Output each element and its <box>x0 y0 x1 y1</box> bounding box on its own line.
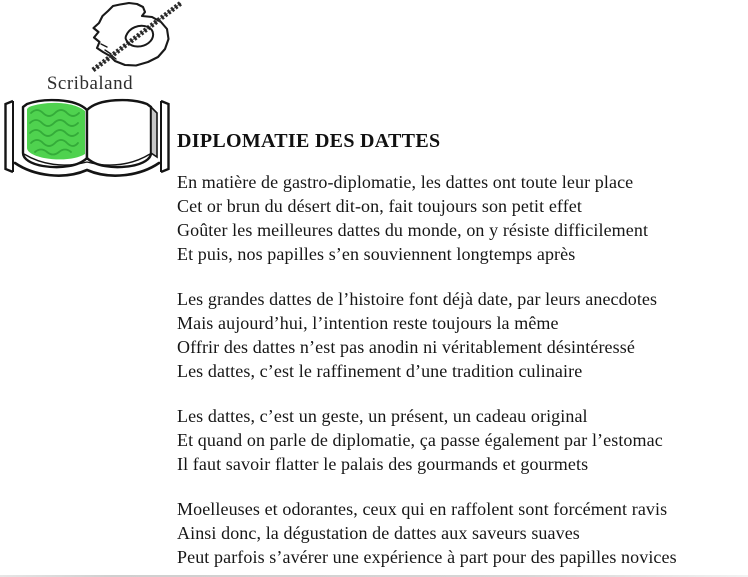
poem-line: Ainsi donc, la dégustation de dattes aux saveurs suaves <box>177 523 580 543</box>
poem-line: Cet or brun du désert dit-on, fait toujours son petit effet <box>177 196 582 216</box>
poem-line: Goûter les meilleures dattes du monde, on y résiste difficilement <box>177 220 649 240</box>
poem-line: Et quand on parle de diplomatie, ça passe également par l’estomac <box>177 430 663 450</box>
open-book-icon <box>2 91 172 179</box>
hand-pen-icon <box>82 1 186 73</box>
poem-line: Il faut savoir flatter le palais des gourmands et gourmets <box>177 454 589 474</box>
poem-line: Les dattes, c’est le raffinement d’une tradition culinaire <box>177 361 583 381</box>
stanza-1 <box>177 170 748 266</box>
poem-line: En matière de gastro-diplomatie, les dattes ont toute leur place <box>177 172 634 192</box>
stanza-3 <box>177 404 748 476</box>
stanza-2 <box>177 287 748 383</box>
stanza-4 <box>177 497 748 569</box>
poem-line: Moelleuses et odorantes, ceux qui en raffolent sont forcément ravis <box>177 499 668 519</box>
poem-line: Les dattes, c’est un geste, un présent, un cadeau original <box>177 406 588 426</box>
poem-line: Offrir des dattes n’est pas anodin ni véritablement désintéressé <box>177 337 635 357</box>
article <box>177 129 748 569</box>
site-logo[interactable] <box>0 0 190 180</box>
brand-name: Scribaland <box>46 73 134 94</box>
poem-line: Et puis, nos papilles s’en souviennent longtemps après <box>177 244 576 264</box>
page-title: DIPLOMATIE DES DATTES <box>177 130 441 152</box>
poem-line: Mais aujourd’hui, l’intention reste toujours la même <box>177 313 559 333</box>
poem-line: Peut parfois s’avérer une expérience à part pour des papilles novices <box>177 547 677 567</box>
poem-line: Les grandes dattes de l’histoire font déjà date, par leurs anecdotes <box>177 289 658 309</box>
